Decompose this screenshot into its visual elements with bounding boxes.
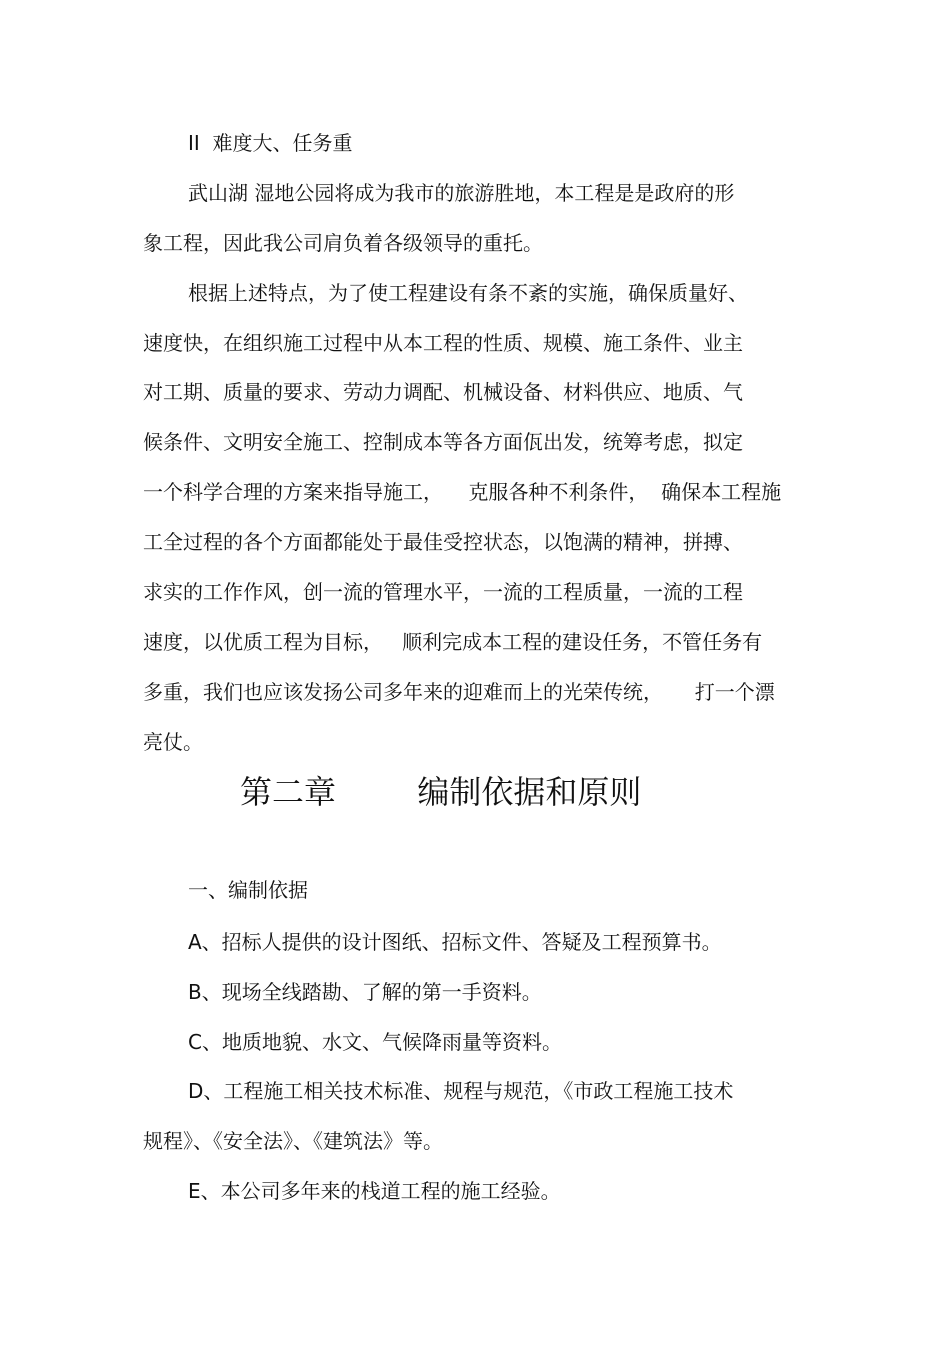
paragraph-line: 多重，我们也应该发扬公司多年来的迎难而上的光荣传统， 打一个漂 bbox=[143, 680, 775, 704]
section-heading: 一、编制依据 bbox=[188, 878, 308, 902]
paragraph-line: 工全过程的各个方面都能处于最佳受控状态，以饱满的精神，拼搏、 bbox=[143, 530, 743, 554]
paragraph-line: 速度快，在组织施工过程中从本工程的性质、规模、施工条件、业主 bbox=[143, 331, 743, 355]
paragraph-line: 根据上述特点，为了使工程建设有条不紊的实施，确保质量好、 bbox=[188, 281, 748, 305]
list-item: C、地质地貌、水文、气候降雨量等资料。 bbox=[188, 1030, 562, 1054]
paragraph-line: 对工期、质量的要求、劳动力调配、机械设备、材料供应、地质、气 bbox=[143, 380, 743, 404]
paragraph-line: 武山湖 湿地公园将成为我市的旅游胜地，本工程是是政府的形 bbox=[188, 181, 735, 205]
paragraph-line: 亮仗。 bbox=[143, 730, 203, 754]
paragraph-line: 象工程，因此我公司肩负着各级领导的重托。 bbox=[143, 231, 543, 255]
paragraph-line: 速度，以优质工程为目标， 顺利完成本工程的建设任务，不管任务有 bbox=[143, 630, 763, 654]
list-item: E、本公司多年来的栈道工程的施工经验。 bbox=[188, 1179, 561, 1203]
paragraph-line: 求实的工作作风，创一流的管理水平，一流的工程质量，一流的工程 bbox=[143, 580, 743, 604]
list-item: D、工程施工相关技术标准、规程与规范，《市政工程施工技术 bbox=[188, 1079, 734, 1103]
list-item: A、招标人提供的设计图纸、招标文件、答疑及工程预算书。 bbox=[188, 930, 722, 954]
paragraph-line: 候条件、文明安全施工、控制成本等各方面佤出发，统筹考虑，拟定 bbox=[143, 430, 743, 454]
paragraph-line: 一个科学合理的方案来指导施工， 克服各种不利条件， 确保本工程施 bbox=[143, 480, 782, 504]
subheading: II 难度大、任务重 bbox=[188, 131, 353, 155]
list-item: B、现场全线踏勘、了解的第一手资料。 bbox=[188, 980, 542, 1004]
chapter-title: 第二章 编制依据和原则 bbox=[240, 773, 642, 811]
list-item-continuation: 规程》、《安全法》、《建筑法》等。 bbox=[143, 1129, 443, 1153]
